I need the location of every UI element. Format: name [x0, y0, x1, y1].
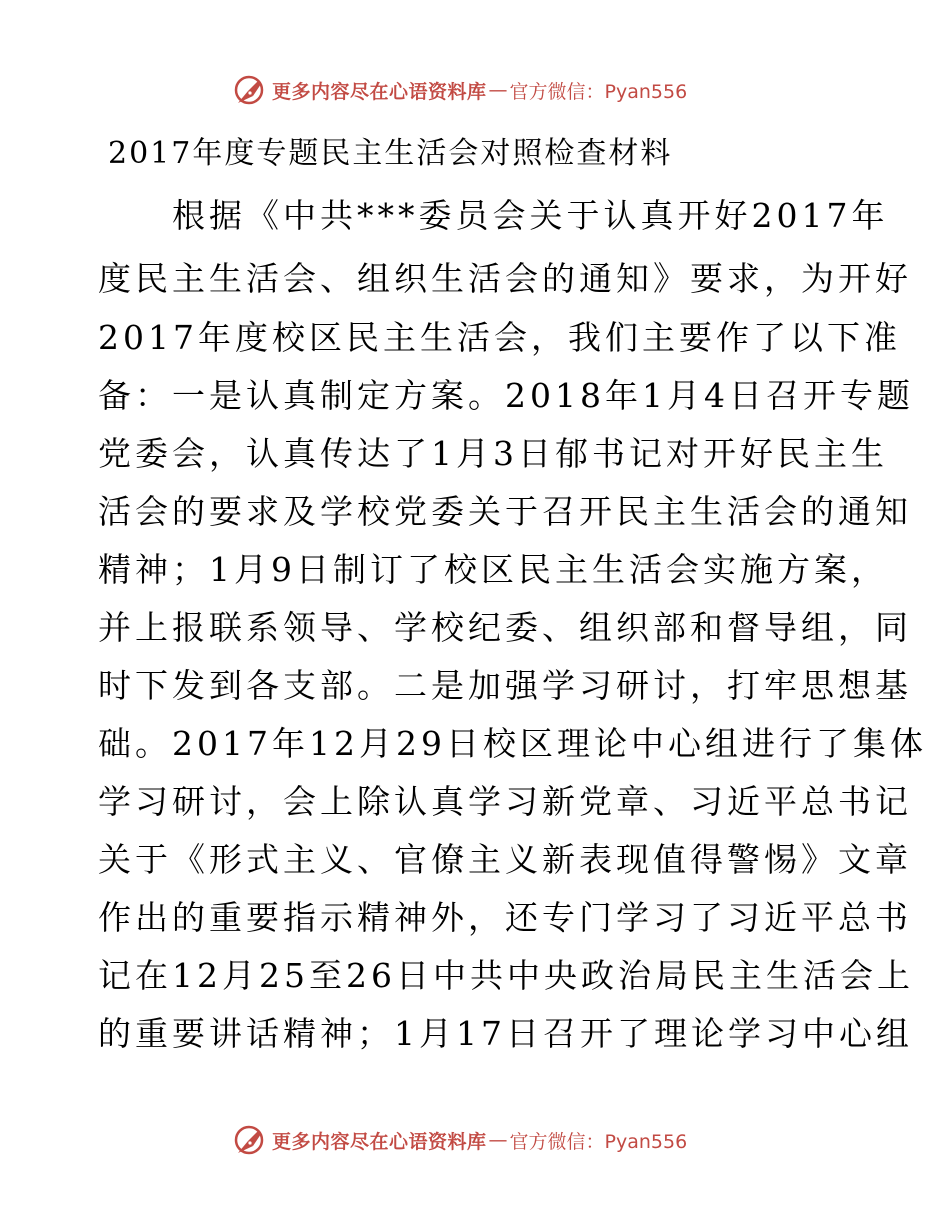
body-line: 2017年度校区民主生活会，我们主要作了以下准: [98, 318, 901, 357]
body-line: 关于《形式主义、官僚主义新表现值得警惕》文章: [98, 840, 912, 879]
body-line: 活会的要求及学校党委关于召开民主生活会的通知: [98, 492, 912, 531]
pen-nib-circle-icon: [232, 73, 266, 107]
watermark-header: [232, 72, 687, 108]
body-line: 记在12月25至26日中共中央政治局民主生活会上: [98, 956, 914, 995]
watermark-text: 更多内容尽在心语资料库: [272, 1130, 487, 1153]
watermark-dash: —: [488, 1129, 508, 1151]
body-line: 党委会，认真传达了1月3日郁书记对开好民主生: [98, 434, 888, 473]
body-line: 根据《中共***委员会关于认真开好2017年: [98, 196, 889, 235]
body-line: 并上报联系领导、学校纪委、组织部和督导组，同: [98, 608, 912, 647]
body-line: 精神；1月9日制订了校区民主生活会实施方案，: [98, 550, 888, 589]
body-line: 时下发到各支部。二是加强学习研讨，打牢思想基: [98, 666, 912, 705]
body-line: 备：一是认真制定方案。2018年1月4日召开专题: [98, 376, 914, 415]
watermark-contact: 官方微信：Pyan556: [509, 80, 688, 103]
body-line: 度民主生活会、组织生活会的通知》要求，为开好: [98, 259, 912, 298]
pen-nib-circle-icon: [232, 1123, 266, 1157]
document-title: 2017年度专题民主生活会对照检查材料: [108, 136, 673, 171]
body-line: 础。2017年12月29日校区理论中心组进行了集体: [98, 724, 927, 763]
watermark-contact: 官方微信：Pyan556: [509, 1130, 688, 1153]
body-line: 的重要讲话精神；1月17日召开了理论学习中心组: [98, 1014, 913, 1053]
watermark-footer: [232, 1122, 687, 1158]
watermark-text: 更多内容尽在心语资料库: [272, 80, 487, 103]
watermark-dash: —: [488, 79, 508, 101]
body-line: 学习研讨，会上除认真学习新党章、习近平总书记: [98, 782, 912, 821]
body-line: 作出的重要指示精神外，还专门学习了习近平总书: [98, 898, 912, 937]
